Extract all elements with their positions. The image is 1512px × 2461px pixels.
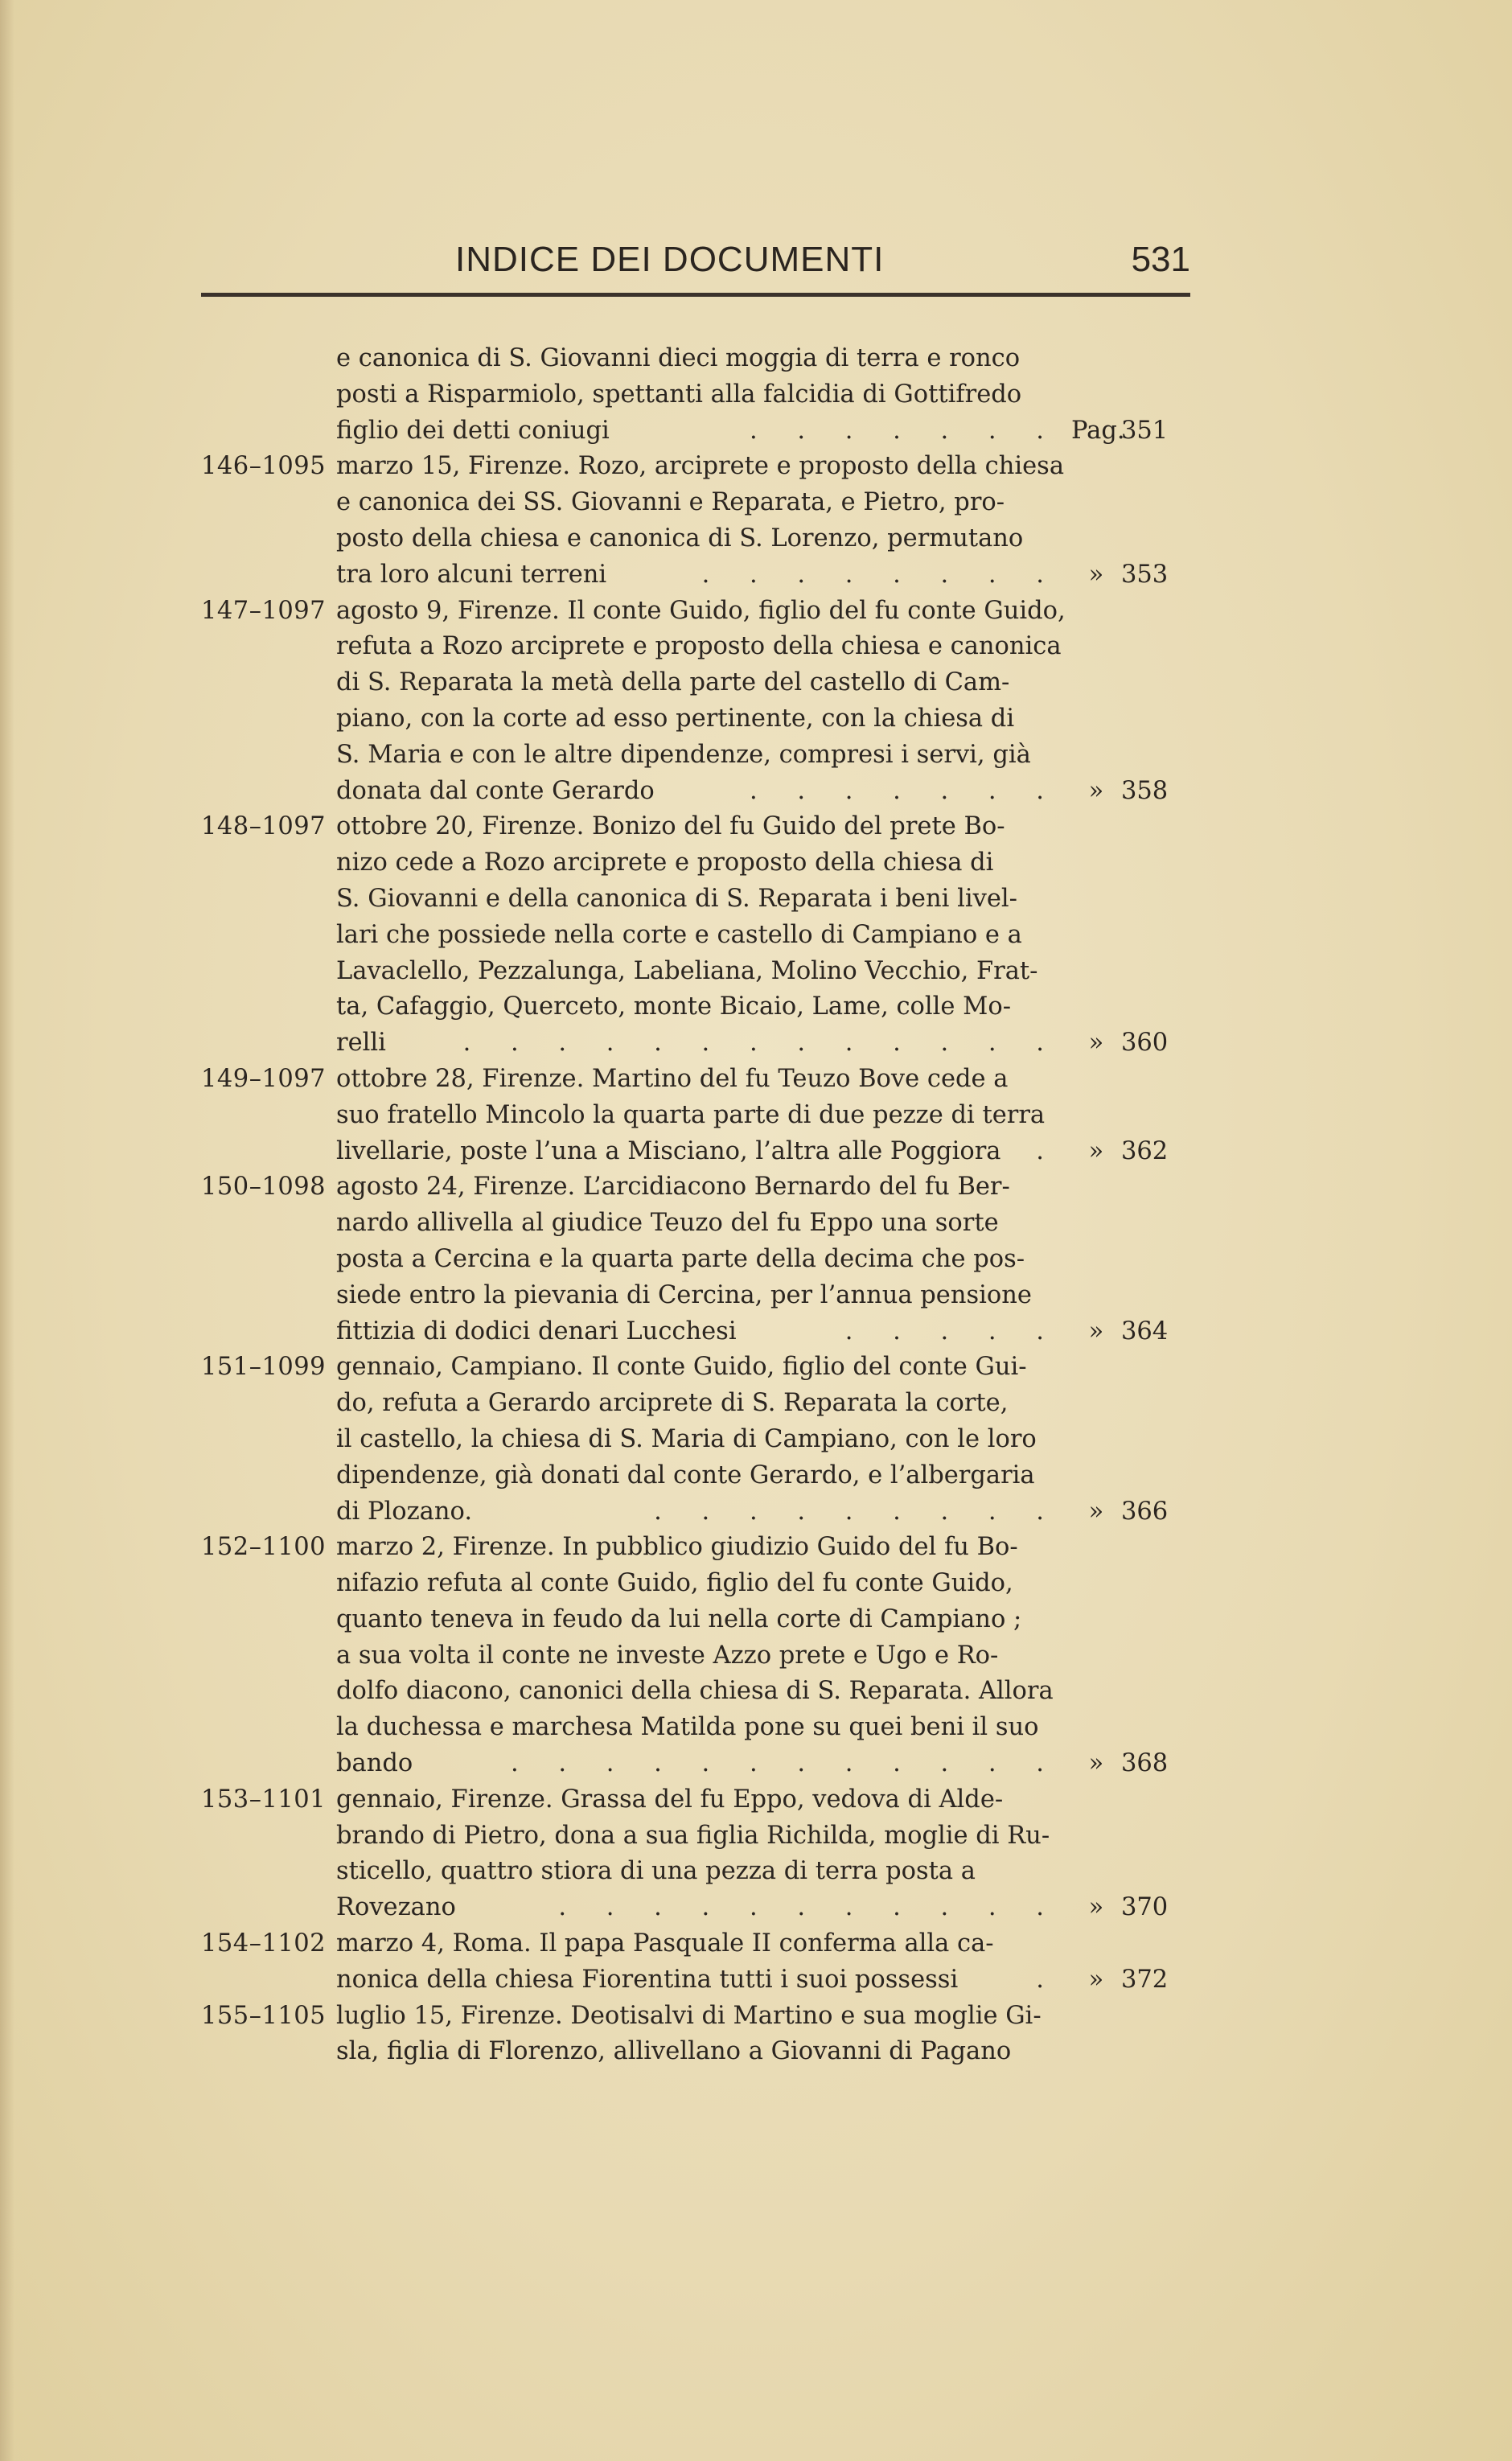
entry-line-text: quanto teneva in feudo da lui nella corte di Campiano ; — [336, 1604, 1022, 1633]
entry-line-text: marzo 4, Roma. Il papa Pasquale II conferma alla ca- — [336, 1929, 994, 1958]
running-title: INDICE DEI DOCUMENTI — [455, 240, 885, 279]
entry-text — [336, 1350, 1269, 1530]
entry-line-text: la duchessa e marchesa Matilda pone su quei beni il suo — [336, 1713, 1039, 1742]
entry-text — [336, 1169, 1269, 1350]
header-rule — [201, 293, 1190, 297]
entry-line-text: ottobre 20, Firenze. Bonizo del fu Guido del prete Bo- — [336, 812, 1005, 841]
entry-line — [336, 881, 1269, 918]
entry-line — [336, 774, 1269, 810]
entry-line — [336, 521, 1269, 557]
entry-line — [336, 629, 1269, 665]
entry-line-text: suo fratello Mincolo la quarta parte di due pezze di terra — [336, 1100, 1046, 1129]
entry-line-text: e canonica dei SS. Giovanni e Reparata, e Pietro, pro- — [336, 488, 1005, 517]
entry-number: 150–1098 — [201, 1173, 327, 1202]
entry-line — [336, 1134, 1269, 1170]
entry-line-text: il castello, la chiesa di S. Maria di Campiano, con le loro — [336, 1424, 1037, 1453]
page-reference — [1071, 774, 1256, 810]
entry-line — [336, 377, 1269, 413]
entry-number: 147–1097 — [201, 596, 327, 625]
page-reference-number: 353 — [1121, 560, 1169, 589]
page-reference — [1071, 413, 1256, 450]
entry-line — [336, 1314, 1269, 1350]
entry-line — [336, 1530, 1269, 1566]
entry-text — [336, 341, 1269, 449]
entry-line-text: gennaio, Campiano. Il conte Guido, figlio del conte Gui- — [336, 1353, 1027, 1382]
page-header — [201, 235, 1190, 299]
entry-line — [336, 1854, 1269, 1890]
entry-line-text: refuta a Rozo arciprete e proposto della chiesa e canonica — [336, 632, 1062, 661]
page-reference-mark: » — [1088, 1965, 1104, 1994]
entry-line-text: Rovezano — [336, 1893, 456, 1922]
page-reference-number: 370 — [1121, 1893, 1169, 1922]
entry-line-text: Lavaclello, Pezzalunga, Labeliana, Molino Vecchio, Frat- — [336, 956, 1038, 985]
page-reference — [1071, 1494, 1256, 1530]
entry-line — [336, 918, 1269, 954]
page-reference — [1071, 1962, 1256, 1999]
entry-line — [336, 809, 1269, 845]
leader-dots: . . . . . . . . . . . . . — [462, 1029, 1060, 1058]
document-index-list — [201, 341, 1247, 2070]
page-reference-number: 366 — [1121, 1497, 1169, 1526]
page-reference-number: 358 — [1121, 776, 1169, 805]
entry-line-text: agosto 9, Firenze. Il conte Guido, figlio del fu conte Guido, — [336, 596, 1066, 625]
entry-text — [336, 809, 1269, 1062]
entry-line — [336, 2034, 1269, 2070]
page-reference-mark: » — [1088, 776, 1104, 805]
entry-line — [336, 701, 1269, 737]
entry-number: 155–1105 — [201, 2001, 327, 2030]
entry-line — [336, 1386, 1269, 1422]
entry-line — [336, 1818, 1269, 1855]
page-reference-number: 364 — [1121, 1317, 1169, 1346]
entry-line-text: lari che possiede nella corte e castello di Campiano e a — [336, 920, 1022, 949]
entry-line-text: agosto 24, Firenze. L’arcidiacono Bernardo del fu Ber- — [336, 1173, 1010, 1202]
entry-text — [336, 1782, 1269, 1926]
page-reference-number: 362 — [1121, 1136, 1169, 1165]
entry-line-text: relli — [336, 1029, 386, 1058]
entry-line-text: posto della chiesa e canonica di S. Lorenzo, permutano — [336, 524, 1024, 553]
entry-line — [336, 449, 1269, 485]
page-reference — [1071, 1134, 1256, 1170]
entry-line — [336, 1062, 1269, 1098]
entry-line — [336, 1025, 1269, 1062]
entry-text — [336, 1999, 1269, 2071]
page-reference — [1071, 1890, 1256, 1926]
entry-line-text: nifazio refuta al conte Guido, figlio del fu conte Guido, — [336, 1569, 1013, 1598]
leader-dots: . — [1036, 1965, 1060, 1994]
page-reference — [1071, 1746, 1256, 1782]
index-entry — [201, 1782, 1247, 1926]
entry-line-text: ottobre 28, Firenze. Martino del fu Teuzo Bove cede a — [336, 1064, 1009, 1093]
entry-line — [336, 485, 1269, 521]
entry-text — [336, 1530, 1269, 1782]
entry-line-text: donata dal conte Gerardo — [336, 776, 655, 805]
index-entry — [201, 1169, 1247, 1350]
entry-line — [336, 1278, 1269, 1314]
entry-line — [336, 1926, 1269, 1962]
entry-number: 153–1101 — [201, 1785, 327, 1814]
entry-line-text: sla, figlia di Florenzo, allivellano a Giovanni di Pagano — [336, 2037, 1012, 2066]
page-reference-mark: » — [1088, 1029, 1104, 1058]
entry-line — [336, 1638, 1269, 1674]
page-reference — [1071, 557, 1256, 594]
entry-line — [336, 1566, 1269, 1602]
entry-line-text: S. Maria e con le altre dipendenze, compresi i servi, già — [336, 740, 1031, 769]
entry-line-text: posti a Risparmiolo, spettanti alla falcidia di Gottifredo — [336, 380, 1022, 409]
page-reference-number: 360 — [1121, 1029, 1169, 1058]
entry-line-text: luglio 15, Firenze. Deotisalvi di Martino e sua moglie Gi- — [336, 2001, 1042, 2030]
entry-line-text: piano, con la corte ad esso pertinente, con la chiesa di — [336, 704, 1015, 733]
index-entry — [201, 1999, 1247, 2071]
page-edge-shadow — [0, 0, 14, 2461]
index-entry — [201, 341, 1247, 449]
entry-line-text: sticello, quattro stiora di una pezza di terra posta a — [336, 1857, 976, 1886]
entry-number: 149–1097 — [201, 1064, 327, 1093]
leader-dots: . . . . . . . — [749, 776, 1060, 805]
page-reference — [1071, 1025, 1256, 1062]
index-entry — [201, 449, 1247, 593]
entry-line — [336, 954, 1269, 990]
page-reference-mark: » — [1088, 1317, 1104, 1346]
entry-line-text: di S. Reparata la metà della parte del castello di Cam- — [336, 668, 1010, 697]
entry-line — [336, 665, 1269, 701]
entry-line-text: posta a Cercina e la quarta parte della decima che pos- — [336, 1244, 1025, 1273]
entry-line — [336, 1710, 1269, 1746]
entry-line-text: do, refuta a Gerardo arciprete di S. Reparata la corte, — [336, 1389, 1009, 1418]
entry-line-text: marzo 2, Firenze. In pubblico giudizio Guido del fu Bo- — [336, 1533, 1018, 1562]
entry-line — [336, 1350, 1269, 1386]
entry-line-text: livellarie, poste l’una a Misciano, l’altra alle Poggiora — [336, 1136, 1001, 1165]
entry-line — [336, 1098, 1269, 1134]
entry-text — [336, 449, 1269, 593]
entry-number: 151–1099 — [201, 1353, 327, 1382]
entry-line — [336, 1890, 1269, 1926]
entry-line — [336, 1458, 1269, 1494]
entry-line — [336, 1782, 1269, 1818]
index-entry — [201, 809, 1247, 1062]
entry-line — [336, 1169, 1269, 1206]
entry-line-text: figlio dei detti coniugi — [336, 416, 610, 445]
page-reference-number: 351 — [1121, 416, 1169, 445]
leader-dots: . . . . . . . — [749, 416, 1060, 445]
entry-text — [336, 594, 1269, 810]
entry-line-text: ta, Cafaggio, Querceto, monte Bicaio, Lame, colle Mo- — [336, 992, 1012, 1021]
page-reference-mark: » — [1088, 1893, 1104, 1922]
entry-line — [336, 557, 1269, 594]
page-reference-mark: » — [1088, 1136, 1104, 1165]
entry-line-text: nizo cede a Rozo arciprete e proposto della chiesa di — [336, 848, 994, 877]
leader-dots: . . . . . . . . — [701, 560, 1060, 589]
entry-line — [336, 1999, 1269, 2035]
leader-dots: . . . . . . . . . . . — [558, 1893, 1060, 1922]
entry-line — [336, 1746, 1269, 1782]
entry-line — [336, 989, 1269, 1025]
index-entry — [201, 1530, 1247, 1782]
index-entry — [201, 1062, 1247, 1169]
entry-line-text: S. Giovanni e della canonica di S. Reparata i beni livel- — [336, 884, 1017, 913]
entry-line — [336, 1674, 1269, 1710]
entry-line-text: gennaio, Firenze. Grassa del fu Eppo, vedova di Alde- — [336, 1785, 1004, 1814]
entry-line-text: dipendenze, già donati dal conte Gerardo, e l’albergaria — [336, 1461, 1035, 1489]
entry-line — [336, 1602, 1269, 1638]
entry-number: 148–1097 — [201, 812, 327, 841]
entry-line-text: marzo 15, Firenze. Rozo, arciprete e proposto della chiesa — [336, 452, 1065, 481]
entry-line-text: fittizia di dodici denari Lucchesi — [336, 1317, 737, 1346]
page-reference-mark: Pag. — [1071, 416, 1125, 445]
entry-line-text: a sua volta il conte ne investe Azzo prete e Ugo e Ro- — [336, 1641, 999, 1670]
entry-line — [336, 1242, 1269, 1278]
entry-line-text: nonica della chiesa Fiorentina tutti i suoi possessi — [336, 1965, 959, 1994]
entry-text — [336, 1926, 1269, 1999]
page-reference-mark: » — [1088, 1497, 1104, 1526]
entry-line — [336, 413, 1269, 450]
page-reference-number: 368 — [1121, 1749, 1169, 1778]
entry-line-text: brando di Pietro, dona a sua figlia Richilda, moglie di Ru- — [336, 1821, 1050, 1850]
entry-line-text: siede entro la pievania di Cercina, per l’annua pensione — [336, 1280, 1032, 1309]
leader-dots: . — [1036, 1136, 1060, 1165]
entry-line — [336, 1422, 1269, 1458]
entry-line — [336, 1206, 1269, 1242]
page-reference-mark: » — [1088, 560, 1104, 589]
entry-line-text: bando — [336, 1749, 413, 1778]
page-number: 531 — [1131, 240, 1190, 279]
entry-line-text: nardo allivella al giudice Teuzo del fu Eppo una sorte — [336, 1209, 999, 1238]
entry-line — [336, 845, 1269, 881]
entry-line — [336, 1962, 1269, 1999]
entry-line-text: di Plozano. — [336, 1497, 473, 1526]
entry-line — [336, 1494, 1269, 1530]
entry-line — [336, 341, 1269, 377]
entry-line-text: tra loro alcuni terreni — [336, 560, 607, 589]
index-entry — [201, 1926, 1247, 1999]
entry-line — [336, 594, 1269, 630]
leader-dots: . . . . . . . . . . . . — [511, 1749, 1060, 1778]
leader-dots: . . . . . . . . . — [654, 1497, 1060, 1526]
page-reference-number: 372 — [1121, 1965, 1169, 1994]
entry-line-text: dolfo diacono, canonici della chiesa di S. Reparata. Allora — [336, 1677, 1054, 1706]
entry-line — [336, 737, 1269, 774]
entry-line-text: e canonica di S. Giovanni dieci moggia di terra e ronco — [336, 344, 1021, 372]
leader-dots: . . . . . — [844, 1317, 1060, 1346]
page-reference — [1071, 1314, 1256, 1350]
entry-number: 154–1102 — [201, 1929, 327, 1958]
entry-number: 146–1095 — [201, 452, 327, 481]
index-entry — [201, 1350, 1247, 1530]
page-reference-mark: » — [1088, 1749, 1104, 1778]
entry-text — [336, 1062, 1269, 1169]
index-entry — [201, 594, 1247, 810]
entry-number: 152–1100 — [201, 1533, 327, 1562]
